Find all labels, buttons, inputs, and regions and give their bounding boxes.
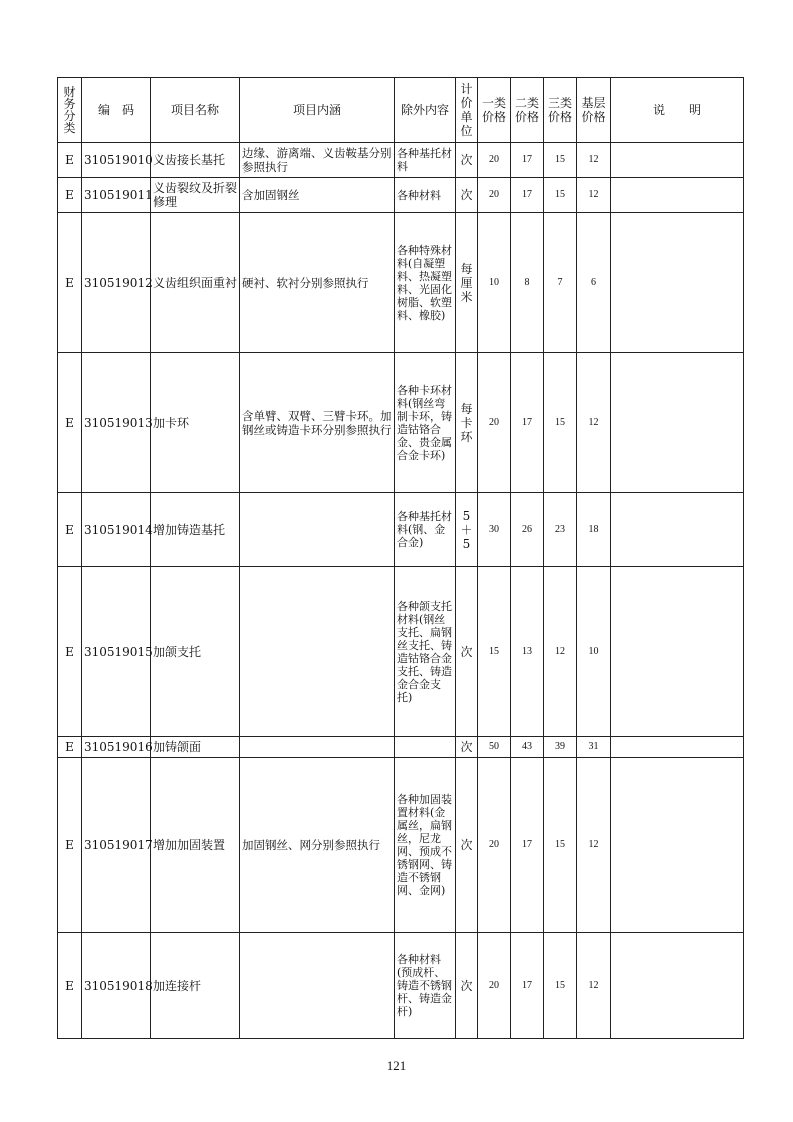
base-price-cell: 12 — [577, 933, 611, 1039]
price1-cell: 10 — [478, 213, 511, 353]
price3-cell: 23 — [544, 493, 577, 567]
base-price-cell: 18 — [577, 493, 611, 567]
content-cell: 加固钢丝、网分别参照执行 — [240, 758, 395, 933]
header-row — [58, 78, 744, 143]
name-cell: 加铸颌面 — [151, 737, 240, 758]
excluded-cell: 各种特殊材料(自凝塑料、热凝塑料、光固化树脂、软塑料、橡胶) — [395, 213, 456, 353]
price2-cell: 43 — [511, 737, 544, 758]
price3-cell: 15 — [544, 933, 577, 1039]
header-price1: 一类价格 — [478, 78, 511, 143]
price2-cell: 17 — [511, 178, 544, 213]
page-number: 121 — [386, 1058, 407, 1073]
note-cell — [611, 353, 744, 493]
base-price-cell: 12 — [577, 353, 611, 493]
price2-cell: 26 — [511, 493, 544, 567]
note-cell — [611, 758, 744, 933]
category-cell: E — [58, 353, 82, 493]
price2-cell: 17 — [511, 758, 544, 933]
price2-cell: 17 — [511, 933, 544, 1039]
table-row — [58, 737, 744, 758]
code-cell: 310519016 — [82, 737, 151, 758]
name-cell: 增加铸造基托 — [151, 493, 240, 567]
name-cell: 加连接杆 — [151, 933, 240, 1039]
price3-cell: 15 — [544, 178, 577, 213]
name-cell: 义齿组织面重衬 — [151, 213, 240, 353]
base-price-cell: 31 — [577, 737, 611, 758]
content-cell: 硬衬、软衬分别参照执行 — [240, 213, 395, 353]
price3-cell: 15 — [544, 353, 577, 493]
price2-cell: 17 — [511, 143, 544, 178]
price2-cell: 8 — [511, 213, 544, 353]
unit-cell: 次 — [456, 758, 478, 933]
price1-cell: 15 — [478, 567, 511, 737]
name-cell: 加颌支托 — [151, 567, 240, 737]
category-cell: E — [58, 737, 82, 758]
note-cell — [611, 567, 744, 737]
price2-cell: 13 — [511, 567, 544, 737]
price1-cell: 20 — [478, 178, 511, 213]
table-row — [58, 933, 744, 1039]
note-cell — [611, 737, 744, 758]
content-cell: 含单臂、双臂、三臂卡环。加钢丝或铸造卡环分别参照执行 — [240, 353, 395, 493]
price3-cell: 15 — [544, 758, 577, 933]
header-price2: 二类价格 — [511, 78, 544, 143]
excluded-cell: 各种加固装置材料(金属丝，扁钢丝，尼龙网、预成不锈钢网、铸造不锈钢网、金网) — [395, 758, 456, 933]
note-cell — [611, 933, 744, 1039]
table-row — [58, 143, 744, 178]
content-cell: 含加固钢丝 — [240, 178, 395, 213]
header-price3: 三类价格 — [544, 78, 577, 143]
header-unit: 计价单位 — [456, 78, 478, 143]
price1-cell: 50 — [478, 737, 511, 758]
code-cell: 310519011 — [82, 178, 151, 213]
header-base: 基层价格 — [577, 78, 611, 143]
price-table — [57, 77, 744, 1039]
note-cell — [611, 143, 744, 178]
content-cell — [240, 737, 395, 758]
table-row — [58, 758, 744, 933]
code-cell: 310519013 — [82, 353, 151, 493]
table-row — [58, 567, 744, 737]
excluded-cell: 各种基托材料(钢、金合金) — [395, 493, 456, 567]
category-cell: E — [58, 143, 82, 178]
unit-cell: 次 — [456, 143, 478, 178]
excluded-cell — [395, 737, 456, 758]
code-cell: 310519018 — [82, 933, 151, 1039]
category-cell: E — [58, 213, 82, 353]
unit-cell: 次 — [456, 567, 478, 737]
base-price-cell: 12 — [577, 758, 611, 933]
name-cell: 增加加固装置 — [151, 758, 240, 933]
content-cell — [240, 567, 395, 737]
unit-cell: 次 — [456, 737, 478, 758]
content-cell: 边缘、游离端、义齿鞍基分别参照执行 — [240, 143, 395, 178]
unit-cell: 每厘米 — [456, 213, 478, 353]
name-cell: 义齿裂纹及折裂修理 — [151, 178, 240, 213]
unit-cell: 5＋5 — [456, 493, 478, 567]
price2-cell: 17 — [511, 353, 544, 493]
name-cell: 义齿接长基托 — [151, 143, 240, 178]
table-row — [58, 493, 744, 567]
price1-cell: 20 — [478, 933, 511, 1039]
code-cell: 310519017 — [82, 758, 151, 933]
note-cell — [611, 178, 744, 213]
code-cell: 310519014 — [82, 493, 151, 567]
code-cell: 310519010 — [82, 143, 151, 178]
price3-cell: 39 — [544, 737, 577, 758]
header-code: 编 码 — [82, 78, 151, 143]
category-cell: E — [58, 933, 82, 1039]
header-excluded: 除外内容 — [395, 78, 456, 143]
base-price-cell: 12 — [577, 178, 611, 213]
unit-cell: 每卡环 — [456, 353, 478, 493]
category-cell: E — [58, 493, 82, 567]
excluded-cell: 各种颌支托材料(钢丝支托、扁钢丝支托、铸造钴铬合金支托、铸造金合金支托) — [395, 567, 456, 737]
price3-cell: 15 — [544, 143, 577, 178]
price1-cell: 20 — [478, 353, 511, 493]
base-price-cell: 12 — [577, 143, 611, 178]
category-cell: E — [58, 567, 82, 737]
category-cell: E — [58, 178, 82, 213]
base-price-cell: 6 — [577, 213, 611, 353]
header-name: 项目名称 — [151, 78, 240, 143]
excluded-cell: 各种材料(预成杆、铸造不锈钢杆、铸造金杆) — [395, 933, 456, 1039]
table-row — [58, 213, 744, 353]
excluded-cell: 各种卡环材料(钢丝弯制卡环，铸造钴铬合金、贵金属合金卡环) — [395, 353, 456, 493]
price1-cell: 30 — [478, 493, 511, 567]
note-cell — [611, 493, 744, 567]
content-cell — [240, 933, 395, 1039]
price3-cell: 12 — [544, 567, 577, 737]
base-price-cell: 10 — [577, 567, 611, 737]
content-cell — [240, 493, 395, 567]
price1-cell: 20 — [478, 758, 511, 933]
table-row — [58, 353, 744, 493]
code-cell: 310519015 — [82, 567, 151, 737]
price3-cell: 7 — [544, 213, 577, 353]
note-cell — [611, 213, 744, 353]
table-row — [58, 178, 744, 213]
price1-cell: 20 — [478, 143, 511, 178]
header-content: 项目内涵 — [240, 78, 395, 143]
name-cell: 加卡环 — [151, 353, 240, 493]
category-cell: E — [58, 758, 82, 933]
unit-cell: 次 — [456, 933, 478, 1039]
excluded-cell: 各种材料 — [395, 178, 456, 213]
header-category: 财务分类 — [58, 78, 82, 143]
code-cell: 310519012 — [82, 213, 151, 353]
unit-cell: 次 — [456, 178, 478, 213]
header-note: 说 明 — [611, 78, 744, 143]
excluded-cell: 各种基托材料 — [395, 143, 456, 178]
